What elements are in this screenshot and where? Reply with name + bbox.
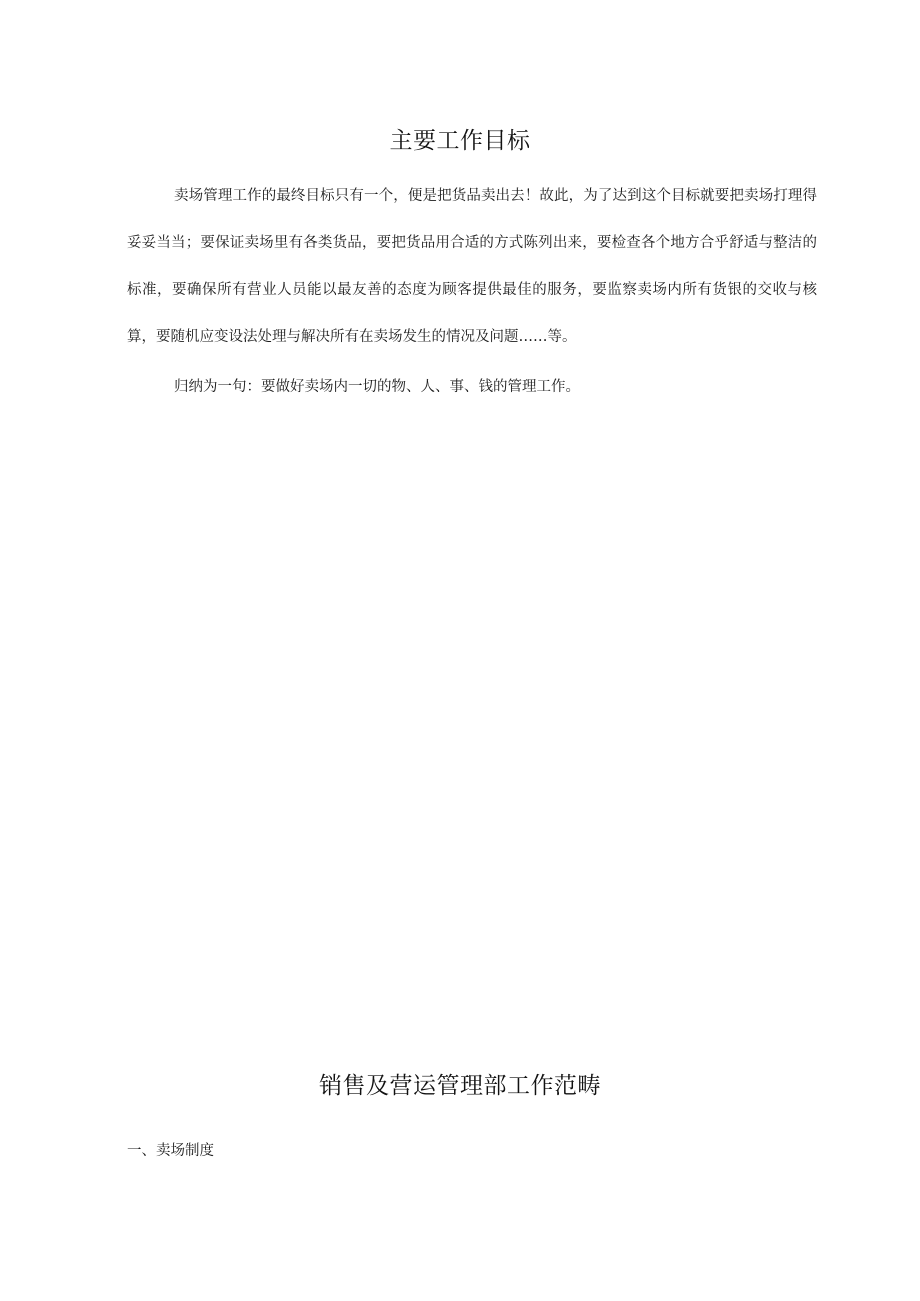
goals-paragraph: 卖场管理工作的最终目标只有一个，便是把货品卖出去！故此，为了达到这个目标就要把卖场打理得妥妥当当；要保证卖场里有各类货品，要把货品用合适的方式陈列出来，要检查各个地方合乎舒适与整洁的标准，要确保所有营业人员能以最友善的态度为顾客提供最佳的服务，要监察卖场内所有货银的交收与核算，要随机应变设法处理与解决所有在卖场发生的情况及问题……等。 (127, 188, 817, 345)
sales-operations-scope-heading: 销售及营运管理部工作范畴 (319, 1073, 601, 1099)
summary-paragraph: 归纳为一句：要做好卖场内一切的物、人、事、钱的管理工作。 (174, 379, 580, 395)
section-item-store-rules: 一、卖场制度 (127, 1143, 214, 1159)
main-work-goals-heading: 主要工作目标 (389, 128, 531, 154)
